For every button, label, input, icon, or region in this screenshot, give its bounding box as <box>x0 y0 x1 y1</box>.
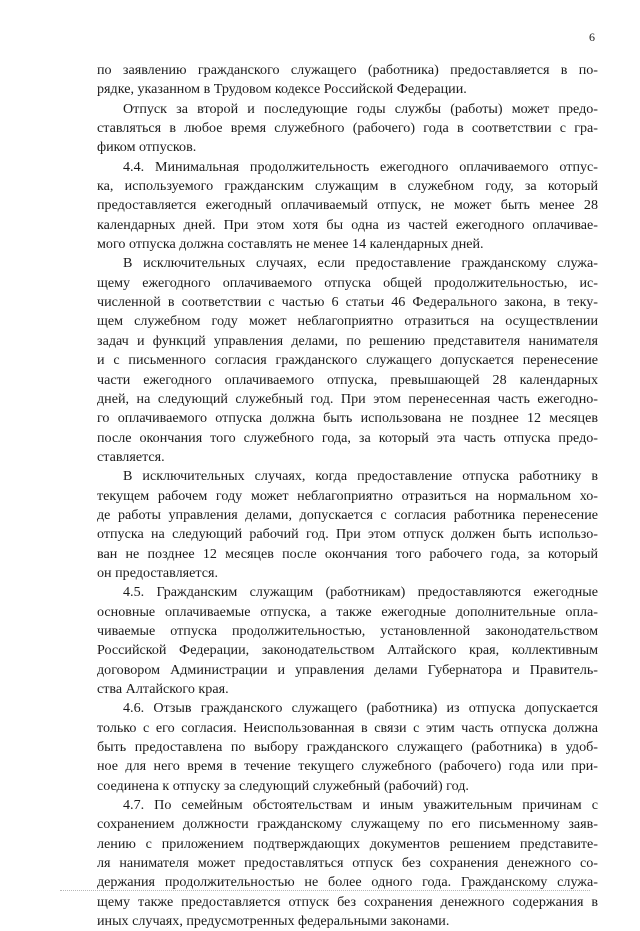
text-line: отпуска на следующий рабочий год. При этом отпуск должен быть использо- <box>97 526 598 543</box>
text-line: щему также предоставляется отпуск без сохранения денежного содержания в <box>97 893 598 910</box>
text-line: чиваемые отпуска продолжительностью, установленной законодательством <box>97 622 598 639</box>
text-line: ное для него время в течение текущего служебного (рабочего) года или при- <box>97 758 598 775</box>
text-line: 4.6. Отзыв гражданского служащего (работника) из отпуска допускается <box>123 700 598 717</box>
text-line: ка, используемого гражданским служащим в служебном году, за который <box>97 178 598 195</box>
text-line: части ежегодного оплачиваемого отпуска, превышающей 28 календарных <box>97 371 598 388</box>
text-line: ставляется. <box>97 448 165 465</box>
text-line: численной в соответствии с частью 6 статьи 46 Федерального закона, в теку- <box>97 294 598 311</box>
text-line: держания продолжительностью не более одного года. Гражданскому служа- <box>97 874 598 891</box>
text-line: ставляться в любое время служебного (рабочего) года в соответствии с гра- <box>97 120 598 137</box>
text-line: В исключительных случаях, когда предоставление отпуска работнику в <box>123 468 598 485</box>
text-line: 4.5. Гражданским служащим (работникам) предоставляются ежегодные <box>123 584 598 601</box>
text-line: иных случаях, предусмотренных федеральными законами. <box>97 913 450 930</box>
text-line: только с его согласия. Неиспользованная в связи с этим часть отпуска должна <box>97 719 598 736</box>
text-line: сохранением должности гражданскому служащему по его письменному заяв- <box>97 816 598 833</box>
text-line: 4.4. Минимальная продолжительность ежегодного оплачиваемого отпус- <box>123 158 598 175</box>
text-line: календарных дней. При этом хотя бы одна из частей ежегодного оплачивае- <box>97 216 598 233</box>
text-line: ля нанимателя может предоставляться отпуск без сохранения денежного со- <box>97 855 598 872</box>
text-line: быть предоставлена по выбору гражданского служащего (работника) в удоб- <box>97 739 598 756</box>
text-line: щем служебном году может неблагоприятно отразиться на осуществлении <box>97 313 598 330</box>
text-line: он предоставляется. <box>97 564 219 581</box>
text-line: фиком отпусков. <box>97 139 197 156</box>
text-line: де работы управления делами, допускается с согласия работника перенесение <box>97 506 598 523</box>
text-line: задач и функций управления делами, по решению представителя нанимателя <box>97 332 598 349</box>
text-line: по заявлению гражданского служащего (работника) предоставляется в по- <box>97 62 598 78</box>
text-line: го оплачиваемого отпуска должна быть использована не позднее 12 месяцев <box>97 410 598 427</box>
text-line: щему ежегодного оплачиваемого отпуска общей продолжительностью, ис- <box>97 274 598 291</box>
text-line: после окончания того служебного года, за который эта часть отпуска предо- <box>97 429 598 446</box>
text-line: ван не позднее 12 месяцев после окончания того рабочего года, за который <box>97 545 598 562</box>
text-line: договором Администрации и управления делами Губернатора и Правитель- <box>97 661 598 678</box>
text-line: и с письменного согласия гражданского служащего допускается перенесение <box>97 352 598 369</box>
page-number: 6 <box>589 30 595 44</box>
document-body <box>97 61 598 931</box>
text-line: мого отпуска должна составлять не менее 14 календарных дней. <box>97 236 484 253</box>
text-line: Отпуск за второй и последующие годы службы (работы) может предо- <box>123 100 598 117</box>
text-line: текущем рабочем году может неблагоприятно отразиться на нормальном хо- <box>97 487 598 504</box>
text-line: ства Алтайского края. <box>97 681 229 697</box>
bottom-divider <box>60 890 590 891</box>
text-line: соединена к отпуску за следующий служебный (рабочий) год. <box>97 777 469 794</box>
text-line: 4.7. По семейным обстоятельствам и иным уважительным причинам с <box>123 797 598 814</box>
text-line: основные оплачиваемые отпуска, а также ежегодные дополнительные опла- <box>97 603 598 620</box>
text-line: В исключительных случаях, если предоставление гражданскому служа- <box>123 255 598 272</box>
text-line: лению с приложением подтверждающих документов решением представите- <box>97 835 598 852</box>
text-line: дней, на следующий служебный год. При этом перенесенная часть ежегодно- <box>97 390 598 407</box>
text-line: Российской Федерации, законодательством Алтайского края, коллективным <box>97 642 598 659</box>
text-line: рядке, указанном в Трудовом кодексе Российской Федерации. <box>97 81 467 98</box>
text-line: предоставляется ежегодный оплачиваемый отпуск, не может быть менее 28 <box>97 197 598 214</box>
